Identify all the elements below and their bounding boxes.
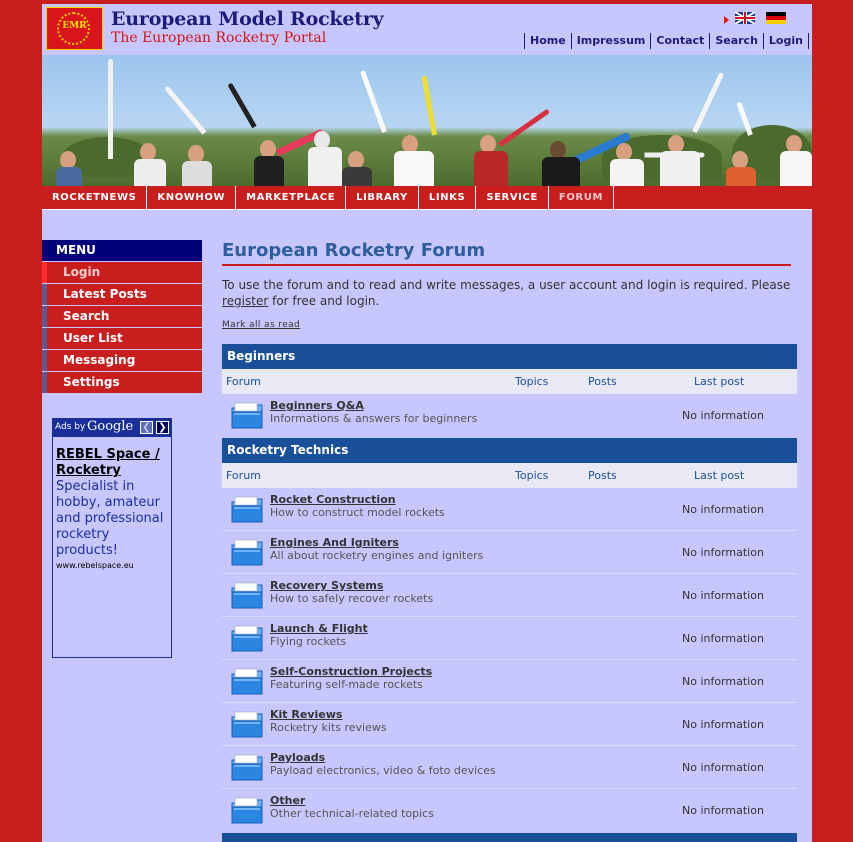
ads-by-label: Ads by bbox=[55, 422, 86, 432]
mainnav-forum[interactable]: FORUM bbox=[549, 186, 614, 209]
main-navigation bbox=[42, 186, 812, 209]
ads-google-label[interactable]: Google bbox=[87, 419, 134, 434]
forum-folder-icon bbox=[231, 402, 263, 430]
forum-row bbox=[222, 660, 797, 703]
ad-title-link[interactable]: REBEL Space / Rocketry bbox=[56, 447, 160, 478]
topnav-home[interactable]: Home bbox=[524, 33, 571, 49]
forum-last-post: No information bbox=[682, 503, 764, 516]
mainnav-marketplace[interactable]: MARKETPLACE bbox=[236, 186, 346, 209]
forum-row bbox=[222, 789, 797, 832]
forum-row bbox=[222, 531, 797, 574]
forum-last-post: No information bbox=[682, 589, 764, 602]
category-header[interactable]: Beginners bbox=[222, 344, 797, 369]
ad-text[interactable]: Specialist in hobby, amateur and professional rocketry products! bbox=[56, 479, 164, 558]
forum-last-post: No information bbox=[682, 804, 764, 817]
forum-description: Payload electronics, video & foto devices bbox=[270, 764, 496, 777]
column-header-posts: Posts bbox=[588, 469, 617, 482]
forum-last-post: No information bbox=[682, 761, 764, 774]
forum-folder-icon bbox=[231, 754, 263, 782]
forum-row bbox=[222, 488, 797, 531]
ad-url[interactable]: www.rebelspace.eu bbox=[56, 561, 134, 570]
forum-name-link[interactable]: Engines And Igniters bbox=[270, 536, 399, 549]
page bbox=[42, 4, 812, 842]
forum-description: All about rocketry engines and igniters bbox=[270, 549, 484, 562]
column-header-last-post: Last post bbox=[694, 469, 745, 482]
forum-folder-icon bbox=[231, 668, 263, 696]
forum-category bbox=[222, 438, 797, 832]
forum-folder-icon bbox=[231, 539, 263, 567]
category-header[interactable]: Rocketry Technics bbox=[222, 438, 797, 463]
forum-category bbox=[222, 344, 797, 437]
mark-all-read-link[interactable]: Mark all as read bbox=[222, 320, 301, 330]
forum-intro bbox=[222, 277, 792, 309]
emr-logo[interactable] bbox=[46, 7, 103, 50]
nav-divider bbox=[42, 209, 812, 210]
forum-description: Rocketry kits reviews bbox=[270, 721, 387, 734]
menu-item-login[interactable]: Login bbox=[42, 262, 202, 283]
register-link[interactable]: register bbox=[222, 294, 269, 308]
sidebar-menu bbox=[42, 240, 202, 393]
forum-description: Featuring self-made rockets bbox=[270, 678, 423, 691]
ads-prev-icon[interactable]: ❮ bbox=[140, 421, 153, 434]
forum-description: Informations & answers for beginners bbox=[270, 412, 478, 425]
logo-text: EMR bbox=[62, 21, 87, 31]
column-header-topics: Topics bbox=[515, 469, 549, 482]
forum-description: How to construct model rockets bbox=[270, 506, 445, 519]
flag-uk-icon[interactable] bbox=[735, 12, 755, 24]
column-header-row bbox=[222, 369, 797, 394]
banner-photo bbox=[42, 55, 812, 186]
topnav-impressum[interactable]: Impressum bbox=[571, 33, 651, 49]
google-ad-box bbox=[52, 418, 172, 658]
forum-folder-icon bbox=[231, 496, 263, 524]
forum-description: How to safely recover rockets bbox=[270, 592, 434, 605]
current-language-arrow-icon bbox=[724, 16, 729, 24]
forum-category-partial bbox=[222, 833, 797, 842]
forum-name-link[interactable]: Self-Construction Projects bbox=[270, 665, 433, 678]
mainnav-rocketnews[interactable]: ROCKETNEWS bbox=[42, 186, 147, 209]
menu-item-settings[interactable]: Settings bbox=[42, 372, 202, 393]
forum-content bbox=[222, 240, 800, 331]
intro-text: To use the forum and to read and write messages, a user account and login is required. Please bbox=[222, 278, 791, 292]
top-navigation bbox=[524, 33, 809, 49]
topnav-login[interactable]: Login bbox=[763, 33, 809, 49]
forum-folder-icon bbox=[231, 582, 263, 610]
menu-heading: MENU bbox=[42, 240, 202, 261]
menu-item-search[interactable]: Search bbox=[42, 306, 202, 327]
forum-name-link[interactable]: Beginners Q&A bbox=[270, 399, 364, 412]
column-header-forum: Forum bbox=[226, 469, 261, 482]
column-header-forum: Forum bbox=[226, 375, 261, 388]
column-header-row bbox=[222, 463, 797, 488]
title-divider bbox=[222, 264, 791, 266]
forum-row bbox=[222, 617, 797, 660]
site-title: European Model Rocketry bbox=[111, 8, 384, 30]
forum-name-link[interactable]: Launch & Flight bbox=[270, 622, 368, 635]
forum-row bbox=[222, 394, 797, 437]
site-subtitle: The European Rocketry Portal bbox=[111, 30, 327, 46]
forum-description: Other technical-related topics bbox=[270, 807, 434, 820]
forum-name-link[interactable]: Rocket Construction bbox=[270, 493, 396, 506]
topnav-search[interactable]: Search bbox=[709, 33, 763, 49]
forum-last-post: No information bbox=[682, 718, 764, 731]
site-header bbox=[42, 4, 812, 55]
forum-folder-icon bbox=[231, 711, 263, 739]
mainnav-knowhow[interactable]: KNOWHOW bbox=[147, 186, 236, 209]
page-title: European Rocketry Forum bbox=[222, 240, 486, 261]
ads-header bbox=[53, 419, 171, 437]
forum-name-link[interactable]: Payloads bbox=[270, 751, 326, 764]
topnav-contact[interactable]: Contact bbox=[650, 33, 709, 49]
column-header-posts: Posts bbox=[588, 375, 617, 388]
forum-folder-icon bbox=[231, 797, 263, 825]
forum-name-link[interactable]: Recovery Systems bbox=[270, 579, 384, 592]
forum-row bbox=[222, 703, 797, 746]
forum-name-link[interactable]: Other bbox=[270, 794, 306, 807]
forum-folder-icon bbox=[231, 625, 263, 653]
forum-last-post: No information bbox=[682, 632, 764, 645]
mainnav-links[interactable]: LINKS bbox=[419, 186, 476, 209]
forum-row bbox=[222, 574, 797, 617]
forum-row bbox=[222, 746, 797, 789]
forum-last-post: No information bbox=[682, 409, 764, 422]
ads-next-icon[interactable]: ❯ bbox=[156, 421, 169, 434]
flag-de-icon[interactable] bbox=[766, 12, 786, 24]
mainnav-service[interactable]: SERVICE bbox=[476, 186, 549, 209]
forum-name-link[interactable]: Kit Reviews bbox=[270, 708, 343, 721]
intro-text-end: for free and login. bbox=[272, 294, 380, 308]
forum-last-post: No information bbox=[682, 546, 764, 559]
column-header-last-post: Last post bbox=[694, 375, 745, 388]
menu-item-latest-posts[interactable]: Latest Posts bbox=[42, 284, 202, 305]
menu-item-messaging[interactable]: Messaging bbox=[42, 350, 202, 371]
forum-description: Flying rockets bbox=[270, 635, 347, 648]
category-header[interactable] bbox=[222, 833, 797, 842]
menu-item-user-list[interactable]: User List bbox=[42, 328, 202, 349]
column-header-topics: Topics bbox=[515, 375, 549, 388]
forum-last-post: No information bbox=[682, 675, 764, 688]
mainnav-library[interactable]: LIBRARY bbox=[346, 186, 419, 209]
